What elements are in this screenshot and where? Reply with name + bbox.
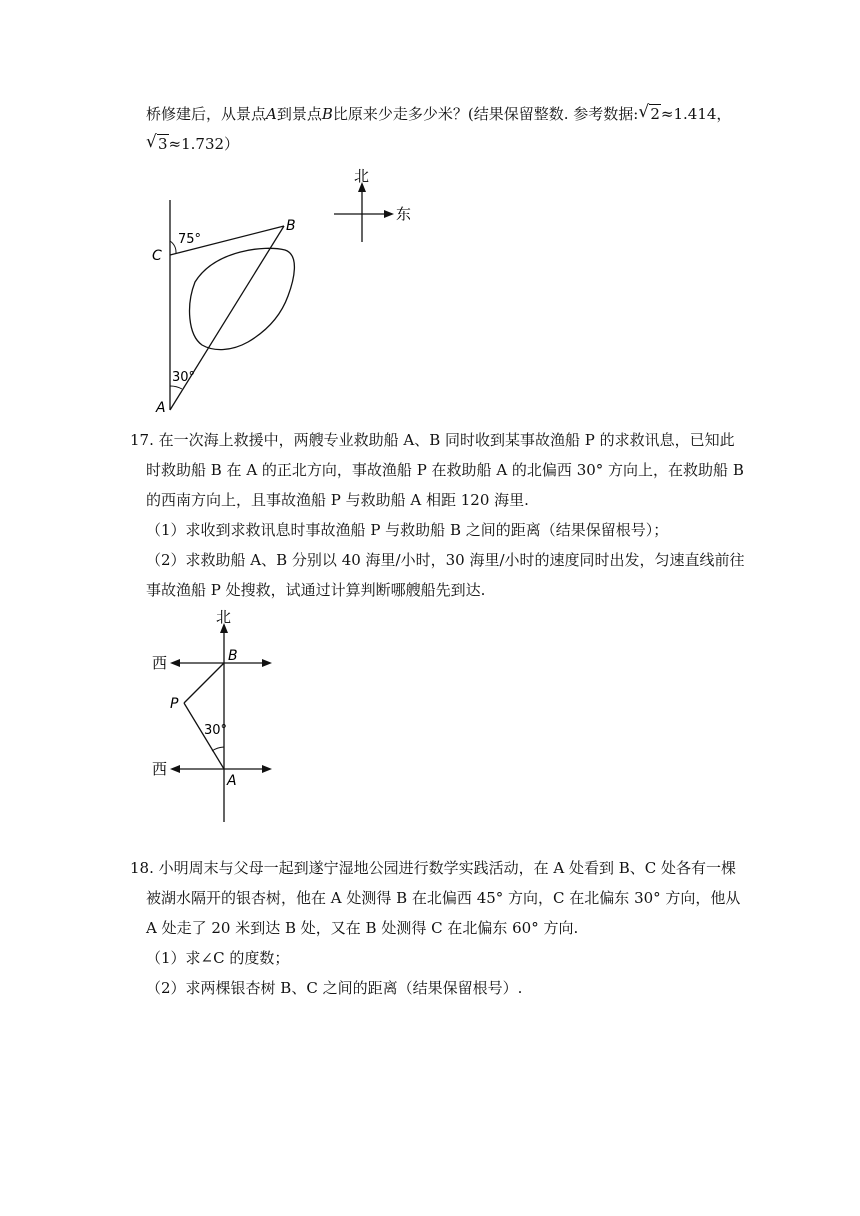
label-B: B bbox=[286, 218, 296, 234]
point-B: B bbox=[321, 105, 333, 123]
west-arrow-bottom-icon bbox=[170, 765, 180, 773]
label-P: P bbox=[170, 696, 179, 712]
label-B: B bbox=[228, 648, 238, 664]
compass-east-label: 东 bbox=[396, 205, 412, 223]
angle-label-A: 30° bbox=[172, 370, 196, 385]
q18-part-1: （1）求∠C 的度数； bbox=[146, 949, 290, 967]
q18-line-1: 18. 小明周末与父母一起到遂宁湿地公园进行数学实践活动，在 A 处看到 B、C 处各有一棵 bbox=[130, 859, 737, 877]
q17-part-1: （1）求收到求救讯息时事故渔船 P 与救助船 B 之间的距离（结果保留根号）； bbox=[146, 521, 669, 539]
point-A: A bbox=[266, 105, 277, 123]
north-label: 北 bbox=[216, 608, 232, 626]
sqrt-3: √ 3 bbox=[146, 132, 168, 153]
q17-line-3: 的西南方向上，且事故渔船 P 与救助船 A 相距 120 海里. bbox=[146, 491, 529, 509]
east-arrow-top-icon bbox=[262, 659, 272, 667]
q17-line-2: 时救助船 B 在 A 的正北方向，事故渔船 P 在救助船 A 的北偏西 30° 方向上，在救助船 B bbox=[146, 461, 744, 479]
label-C: C bbox=[152, 248, 162, 264]
q16-line-2: √ 3≈1.732） bbox=[146, 132, 240, 153]
west-arrow-top-icon bbox=[170, 659, 180, 667]
compass-north-label: 北 bbox=[354, 167, 370, 185]
west-label-bottom: 西 bbox=[152, 760, 168, 778]
q17-part-2b: 事故渔船 P 处搜救，试通过计算判断哪艘船先到达. bbox=[146, 581, 486, 599]
q17-number: 17. bbox=[130, 431, 154, 449]
label-A: A bbox=[227, 773, 237, 789]
segment-PB bbox=[184, 663, 224, 703]
label-A: A bbox=[156, 400, 166, 416]
q18-line-3: A 处走了 20 米到达 B 处，又在 B 处测得 C 在北偏东 60° 方向. bbox=[146, 919, 579, 937]
q18-part-2: （2）求两棵银杏树 B、C 之间的距离（结果保留根号）. bbox=[146, 979, 523, 997]
angle-label-C: 75° bbox=[178, 232, 202, 247]
q17-part-2a: （2）求救助船 A、B 分别以 40 海里/小时，30 海里/小时的速度同时出发，匀速直线前往 bbox=[146, 551, 745, 569]
east-arrow-bottom-icon bbox=[262, 765, 272, 773]
west-label-top: 西 bbox=[152, 654, 168, 672]
q16-line-1: 桥修建后，从景点A到景点B比原来少走多少米？(结果保留整数. 参考数据: √ 2≈1.414， bbox=[146, 102, 732, 123]
angle-label-A: 30° bbox=[204, 723, 228, 738]
q18-line-2: 被湖水隔开的银杏树，他在 A 处测得 B 在北偏西 45° 方向，C 在北偏东 30° 方向，他从 bbox=[146, 889, 741, 907]
q17-line-1: 17. 在一次海上救援中，两艘专业救助船 A、B 同时收到某事故渔船 P 的求救讯息，已知此 bbox=[130, 431, 735, 449]
sqrt-2: √ 2 bbox=[638, 102, 660, 123]
angle-arc-A bbox=[212, 747, 224, 751]
q18-number: 18. bbox=[130, 859, 154, 877]
